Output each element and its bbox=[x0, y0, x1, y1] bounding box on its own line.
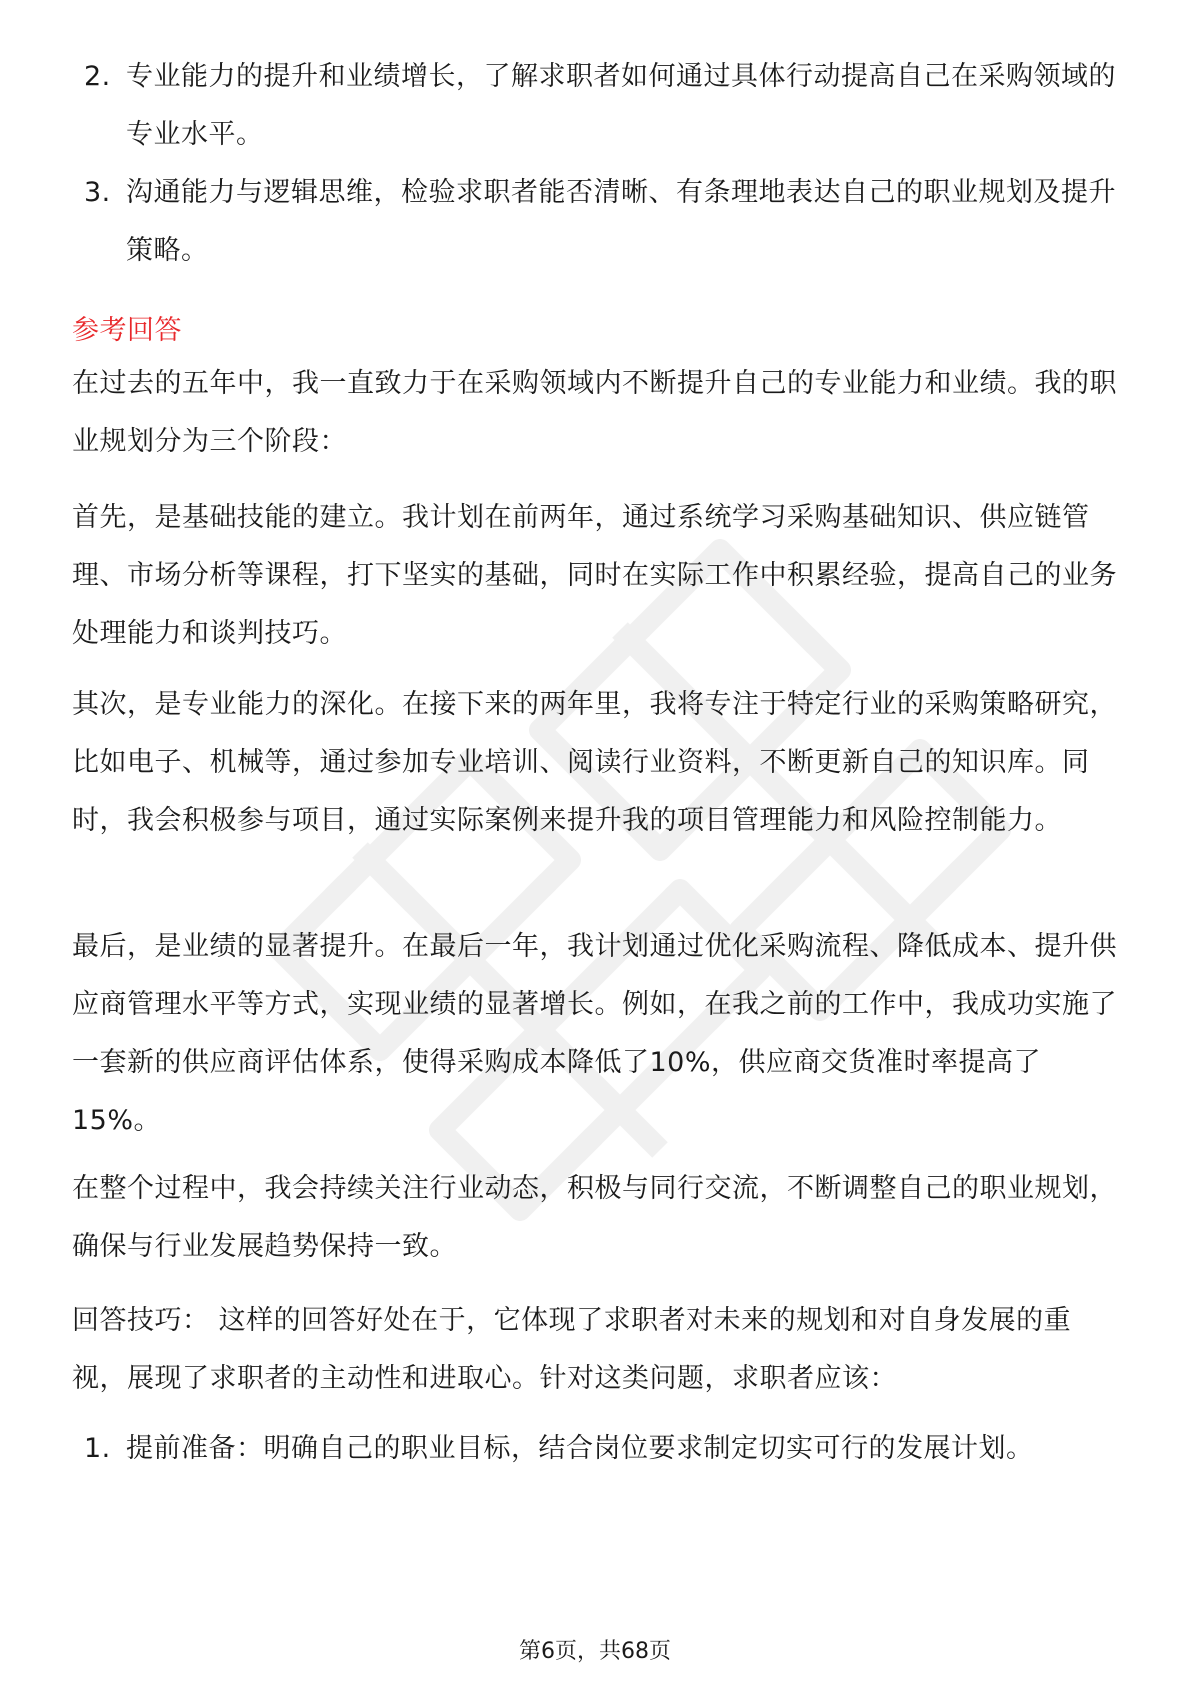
paragraph-tips: 回答技巧： 这样的回答好处在于，它体现了求职者对未来的规划和对自身发展的重视，展现了求职者的主动性和进取心。针对这类问题，求职者应该： bbox=[72, 1305, 1072, 1394]
paragraph-stage-3: 最后，是业绩的显著提升。在最后一年，我计划通过优化采购流程、降低成本、提升供应商管理水平等方式，实现业绩的显著增长。例如，在我之前的工作中，我成功实施了一套新的供应商评估体系，使得采购成本降低了10%，供应商交货准时率提高了15%。 bbox=[72, 931, 1117, 1136]
list-number: 1. bbox=[84, 1433, 111, 1464]
paragraph-stage-1: 首先，是基础技能的建立。我计划在前两年，通过系统学习采购基础知识、供应链管理、市场分析等课程，打下坚实的基础，同时在实际工作中积累经验，提高自己的业务处理能力和谈判技巧。 bbox=[72, 502, 1117, 649]
list-text: 沟通能力与逻辑思维，检验求职者能否清晰、有条理地表达自己的职业规划及提升策略。 bbox=[126, 177, 1116, 266]
list-number: 3. bbox=[84, 177, 111, 208]
list-text: 专业能力的提升和业绩增长，了解求职者如何通过具体行动提高自己在采购领域的专业水平。 bbox=[126, 61, 1116, 150]
page-footer: 第6页，共68页 bbox=[519, 1639, 671, 1664]
list-text: 提前准备：明确自己的职业目标，结合岗位要求制定切实可行的发展计划。 bbox=[126, 1433, 1034, 1464]
section-heading: 参考回答 bbox=[72, 315, 182, 346]
paragraph-summary: 在整个过程中，我会持续关注行业动态，积极与同行交流，不断调整自己的职业规划，确保与行业发展趋势保持一致。 bbox=[72, 1173, 1117, 1262]
list-item bbox=[84, 1420, 1134, 1478]
list-number: 2. bbox=[84, 61, 111, 92]
list-item bbox=[84, 164, 1134, 280]
paragraph-stage-2: 其次，是专业能力的深化。在接下来的两年里，我将专注于特定行业的采购策略研究，比如电子、机械等，通过参加专业培训、阅读行业资料，不断更新自己的知识库。同时，我会积极参与项目，通过实际案例来提升我的项目管理能力和风险控制能力。 bbox=[72, 689, 1117, 836]
paragraph-intro: 在过去的五年中，我一直致力于在采购领域内不断提升自己的专业能力和业绩。我的职业规划分为三个阶段： bbox=[72, 368, 1117, 457]
bottom-ordered-list bbox=[84, 1420, 1134, 1478]
list-item bbox=[84, 48, 1134, 164]
top-ordered-list bbox=[84, 48, 1134, 280]
